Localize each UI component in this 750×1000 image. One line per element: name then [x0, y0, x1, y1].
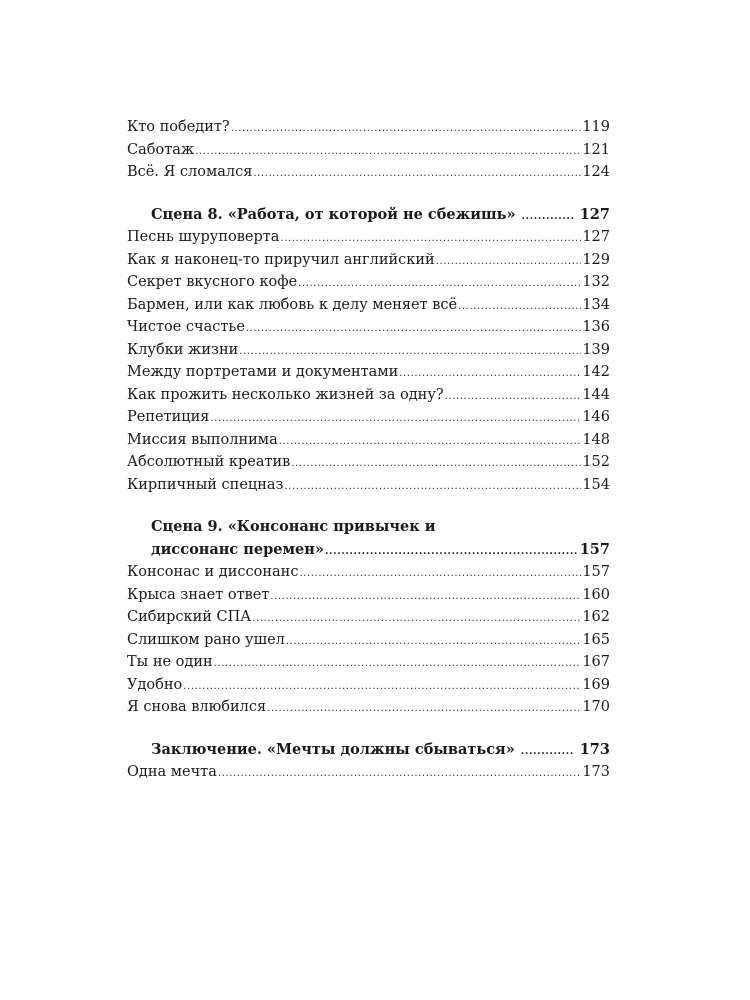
toc-entry — [127, 226, 610, 249]
toc-entry-title: Удобно — [127, 676, 183, 693]
toc-entry — [127, 339, 610, 362]
toc-entry-title: Сибирский СПА — [127, 609, 252, 625]
toc-entry-title: Ты не один — [127, 654, 213, 670]
toc-entry-page: 119 — [582, 119, 610, 135]
toc-entry-title: Консонас и диссонанс — [127, 564, 299, 580]
toc-entry — [127, 651, 610, 674]
dot-leader — [239, 347, 581, 357]
toc-entry-title: Всё. Я сломался — [127, 164, 253, 180]
dot-leader — [218, 769, 581, 779]
dot-leader — [195, 147, 581, 157]
dot-leader — [445, 392, 582, 402]
toc-entry-page: 157 — [582, 564, 610, 580]
toc-entry-title: Абсолютный креатив — [127, 454, 291, 470]
toc-entry-title: Бармен, или как любовь к делу меняет всё — [127, 296, 458, 313]
toc-entry — [127, 406, 610, 429]
toc-entry-title: Как я наконец-то приручил английский — [127, 251, 435, 268]
section-heading-scene-9-line1: Сцена 9. «Консонанс привычек и — [151, 518, 436, 535]
toc-entry-page: 134 — [582, 296, 610, 313]
toc-entry-page: 162 — [582, 609, 610, 625]
toc-entry — [127, 294, 610, 317]
toc-entry-page: 169 — [582, 676, 610, 693]
section-heading-title: диссонанс перемен» — [151, 540, 324, 558]
toc-entry-page: 144 — [582, 386, 610, 403]
toc-entry-page: 154 — [582, 476, 610, 493]
dot-leader — [299, 569, 581, 579]
toc-entry-title: Репетиция — [127, 409, 210, 425]
toc-entry-page: 165 — [582, 631, 610, 648]
section-heading-title: Заключение. «Мечты должны сбываться» — [151, 740, 515, 758]
dot-leader — [291, 459, 581, 469]
toc-entry-title: Кирпичный спецназ — [127, 476, 284, 493]
dot-leader — [522, 212, 574, 222]
toc-entry — [127, 271, 610, 294]
toc-entry — [127, 761, 610, 784]
dot-leader — [231, 124, 582, 134]
section-gap — [127, 719, 610, 739]
toc-entry — [127, 561, 610, 584]
section-heading-page: 127 — [579, 205, 610, 223]
toc-entry-page: 146 — [582, 409, 610, 425]
dot-leader — [298, 279, 581, 289]
toc-entry — [127, 139, 610, 162]
section-heading-conclusion — [127, 739, 610, 762]
toc-entry-title: Чистое счастье — [127, 319, 245, 335]
toc-entry-page: 167 — [582, 654, 610, 670]
toc-entry-title: Клубки жизни — [127, 341, 239, 358]
toc-entry-page: 124 — [582, 164, 610, 180]
toc-entry-page: 160 — [582, 586, 610, 603]
toc-entry-page: 132 — [582, 274, 610, 290]
toc-entry-page: 152 — [582, 454, 610, 470]
toc-entry-page: 129 — [582, 251, 610, 268]
toc-entry — [127, 249, 610, 272]
dot-leader — [521, 747, 574, 757]
toc-entry — [127, 629, 610, 652]
toc-entry — [127, 674, 610, 697]
toc-entry-page: 170 — [582, 699, 610, 715]
dot-leader — [210, 414, 581, 424]
toc-entry — [127, 384, 610, 407]
toc-entry-page: 139 — [582, 341, 610, 358]
toc-entry-page: 136 — [582, 319, 610, 335]
toc-entry — [127, 161, 610, 184]
section-heading-title: Сцена 8. «Работа, от которой не сбежишь» — [151, 205, 516, 223]
dot-leader — [267, 704, 581, 714]
dot-leader — [183, 682, 581, 692]
toc-entry — [127, 316, 610, 339]
toc-entry — [127, 451, 610, 474]
toc-entry-page: 127 — [582, 229, 610, 245]
section-heading-page: 157 — [579, 540, 610, 558]
section-heading-page: 173 — [579, 740, 610, 758]
dot-leader — [325, 547, 579, 557]
dot-leader — [436, 257, 582, 267]
toc-entry-title: Слишком рано ушел — [127, 631, 285, 648]
toc-entry-page: 148 — [582, 431, 610, 448]
toc-entry-title: Кто победит? — [127, 119, 230, 135]
toc-entry — [127, 696, 610, 719]
toc-entry — [127, 429, 610, 452]
toc-entry — [127, 361, 610, 384]
dot-leader — [270, 592, 581, 602]
dot-leader — [280, 234, 581, 244]
toc-entry — [127, 584, 610, 607]
toc-entry-title: Я снова влюбился — [127, 699, 267, 715]
dot-leader — [399, 369, 581, 379]
toc-entry — [127, 606, 610, 629]
toc-entry — [127, 116, 610, 139]
toc-entry-title: Крыса знает ответ — [127, 586, 270, 603]
toc-entry-title: Саботаж — [127, 141, 195, 158]
toc-entry-title: Между портретами и документами — [127, 364, 399, 380]
toc-entry-title: Песнь шуруповерта — [127, 229, 280, 245]
dot-leader — [252, 614, 581, 624]
dot-leader — [253, 169, 581, 179]
toc-entry-title: Как прожить несколько жизней за одну? — [127, 386, 444, 403]
toc-entry-title: Одна мечта — [127, 764, 217, 780]
toc-entry-title: Миссия выполнима — [127, 431, 278, 448]
dot-leader — [246, 324, 581, 334]
section-gap — [127, 184, 610, 204]
dot-leader — [279, 437, 582, 447]
section-heading-scene-9 — [127, 539, 610, 562]
toc-entry-page: 142 — [582, 364, 610, 380]
dot-leader — [458, 302, 581, 312]
toc-entry — [127, 474, 610, 497]
toc-entry-page: 121 — [582, 141, 610, 158]
dot-leader — [286, 637, 581, 647]
dot-leader — [284, 482, 581, 492]
dot-leader — [214, 659, 582, 669]
table-of-contents — [127, 116, 610, 784]
toc-entry-page: 173 — [582, 764, 610, 780]
toc-entry-title: Секрет вкусного кофе — [127, 274, 298, 290]
section-heading-scene-8 — [127, 204, 610, 227]
section-gap — [127, 496, 610, 516]
